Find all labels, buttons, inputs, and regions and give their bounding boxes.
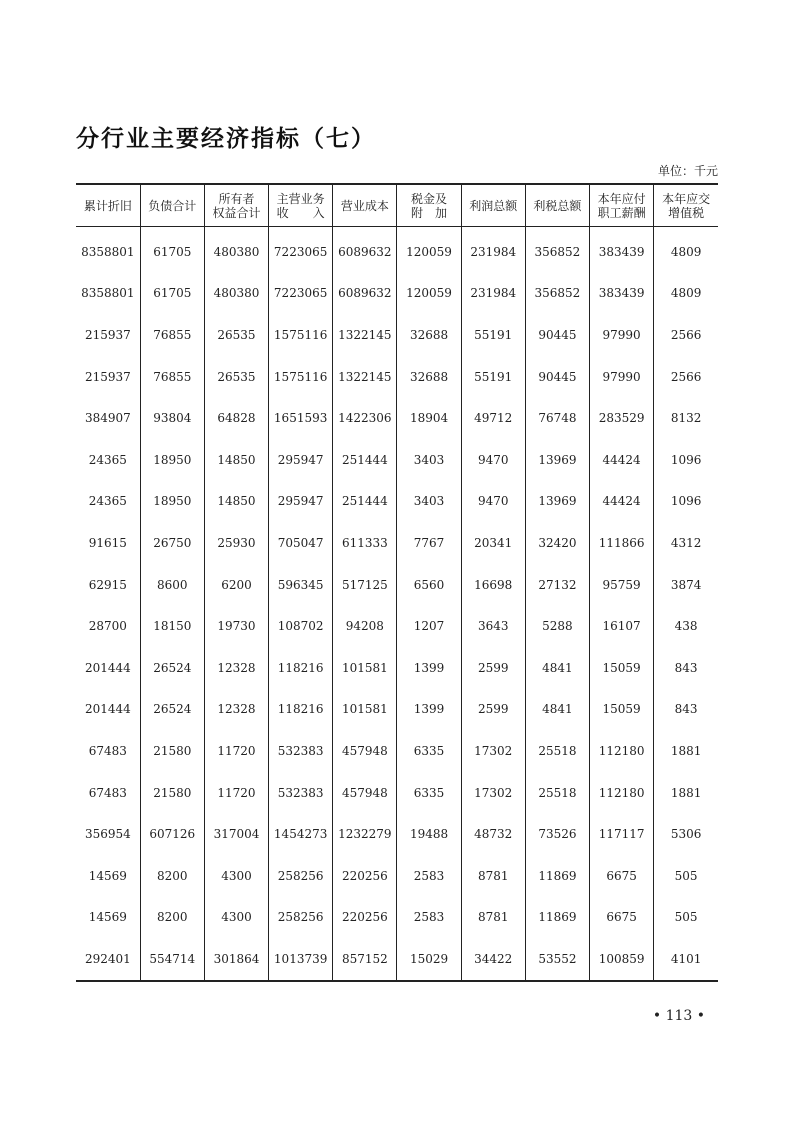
- table-cell: 554714: [140, 938, 204, 981]
- table-cell: 34422: [461, 938, 525, 981]
- table-cell: 32688: [397, 314, 461, 356]
- table-cell: 4841: [525, 689, 589, 731]
- table-cell: 64828: [204, 397, 268, 439]
- table-cell: 91615: [88, 535, 127, 550]
- table-cell: 67483: [88, 785, 127, 800]
- table-cell: 480380: [204, 273, 268, 315]
- column-header-label: 主营业务: [276, 191, 325, 206]
- table-cell: 18904: [397, 397, 461, 439]
- table-cell: 61705: [140, 273, 204, 315]
- table-cell: 17302: [461, 772, 525, 814]
- table-cell: 2599: [461, 689, 525, 731]
- table-row: [76, 564, 718, 606]
- table-cell: 2566: [654, 314, 718, 356]
- table-row: [76, 897, 718, 939]
- table-cell: 1096: [654, 481, 718, 523]
- table-cell: 76855: [140, 356, 204, 398]
- table-row: [76, 938, 718, 981]
- column-header-label: 增值税: [668, 205, 705, 220]
- table-cell: 6335: [397, 772, 461, 814]
- table-cell: 14850: [204, 481, 268, 523]
- table-cell: 3403: [397, 481, 461, 523]
- table-cell: 283529: [590, 397, 654, 439]
- table-cell: 101581: [333, 647, 397, 689]
- table-row: [76, 730, 718, 772]
- table-cell: 100859: [590, 938, 654, 981]
- table-cell: 21580: [140, 730, 204, 772]
- column-header-label: 税金及: [411, 191, 448, 206]
- table-cell: 356852: [525, 273, 589, 315]
- column-header: [590, 184, 654, 227]
- column-header-label: 所有者: [218, 191, 255, 206]
- column-header-label: 负债合计: [148, 198, 197, 213]
- table-cell: 48732: [461, 813, 525, 855]
- table-cell: 6200: [204, 564, 268, 606]
- table-cell: 18950: [140, 439, 204, 481]
- table-cell: 1422306: [333, 397, 397, 439]
- table-cell: 6089632: [333, 227, 397, 273]
- table-cell: 384907: [84, 411, 131, 426]
- table-cell: 101581: [333, 689, 397, 731]
- table-cell: 2599: [461, 647, 525, 689]
- table-cell: 90445: [525, 356, 589, 398]
- table-cell: 73526: [525, 813, 589, 855]
- table-cell: 25518: [525, 730, 589, 772]
- table-cell: 201444: [84, 702, 131, 717]
- table-cell: 12328: [204, 689, 268, 731]
- table-cell: 55191: [461, 356, 525, 398]
- table-header-row: [76, 184, 718, 227]
- column-header-label: 收 入: [276, 205, 325, 220]
- table-cell: 14850: [204, 439, 268, 481]
- column-header-label: 利润总额: [469, 198, 518, 213]
- column-header: [76, 184, 140, 227]
- table-cell: 14569: [88, 868, 127, 883]
- table-cell: 19488: [397, 813, 461, 855]
- table-cell: 9470: [461, 481, 525, 523]
- table-cell: 843: [654, 647, 718, 689]
- column-header: [525, 184, 589, 227]
- table-cell: 62915: [88, 577, 127, 592]
- table-cell: 292401: [84, 951, 131, 966]
- table-cell: 25518: [525, 772, 589, 814]
- column-header: [654, 184, 718, 227]
- table-cell: 607126: [140, 813, 204, 855]
- table-cell: 4300: [204, 897, 268, 939]
- table-cell: 532383: [269, 772, 333, 814]
- table-cell: 301864: [204, 938, 268, 981]
- table-cell: 108702: [269, 605, 333, 647]
- table-cell: 4300: [204, 855, 268, 897]
- table-cell: 44424: [590, 439, 654, 481]
- table-cell: 231984: [461, 273, 525, 315]
- table-cell: 231984: [461, 227, 525, 273]
- table-cell: 11869: [525, 897, 589, 939]
- column-header-label: 权益合计: [212, 205, 261, 220]
- table-cell: 596345: [269, 564, 333, 606]
- table-cell: 201444: [84, 660, 131, 675]
- column-header-label: 利税总额: [533, 198, 582, 213]
- table-cell: 16698: [461, 564, 525, 606]
- table-cell: 611333: [333, 522, 397, 564]
- table-cell: 215937: [84, 327, 131, 342]
- table-cell: 6675: [590, 897, 654, 939]
- page-title: 分行业主要经济指标（七）: [76, 126, 376, 152]
- table-cell: 44424: [590, 481, 654, 523]
- column-header-label: 营业成本: [340, 198, 389, 213]
- economic-indicators-table: [76, 183, 718, 982]
- column-header: [204, 184, 268, 227]
- table-cell: 26750: [140, 522, 204, 564]
- table-cell: 857152: [333, 938, 397, 981]
- table-cell: 1881: [654, 730, 718, 772]
- table-cell: 16107: [590, 605, 654, 647]
- table-cell: 26535: [204, 356, 268, 398]
- table-cell: 8781: [461, 897, 525, 939]
- table-cell: 8200: [140, 897, 204, 939]
- table-cell: 67483: [88, 743, 127, 758]
- table-cell: 94208: [333, 605, 397, 647]
- table-cell: 25930: [204, 522, 268, 564]
- table-cell: 3403: [397, 439, 461, 481]
- table-cell: 76855: [140, 314, 204, 356]
- table-cell: 295947: [269, 481, 333, 523]
- table-cell: 1232279: [333, 813, 397, 855]
- table-cell: 251444: [333, 481, 397, 523]
- column-header: [269, 184, 333, 227]
- table-cell: 18150: [140, 605, 204, 647]
- table-cell: 1322145: [333, 356, 397, 398]
- table-row: [76, 772, 718, 814]
- table-cell: 32688: [397, 356, 461, 398]
- table-cell: 95759: [590, 564, 654, 606]
- table-cell: 8600: [140, 564, 204, 606]
- table-cell: 4841: [525, 647, 589, 689]
- table-cell: 3874: [654, 564, 718, 606]
- table-cell: 32420: [525, 522, 589, 564]
- table-cell: 15029: [397, 938, 461, 981]
- table-cell: 4312: [654, 522, 718, 564]
- table-cell: 9470: [461, 439, 525, 481]
- table-cell: 6675: [590, 855, 654, 897]
- table-cell: 6560: [397, 564, 461, 606]
- table-row: [76, 605, 718, 647]
- table-cell: 97990: [590, 314, 654, 356]
- table-cell: 24365: [88, 494, 127, 509]
- table-cell: 111866: [590, 522, 654, 564]
- table-cell: 258256: [269, 897, 333, 939]
- column-header-label: 职工薪酬: [597, 205, 646, 220]
- table-cell: 1013739: [269, 938, 333, 981]
- table-cell: 120059: [397, 227, 461, 273]
- table-cell: 1575116: [269, 356, 333, 398]
- table-cell: 14569: [88, 910, 127, 925]
- table-cell: 356852: [525, 227, 589, 273]
- table-row: [76, 439, 718, 481]
- table-cell: 118216: [269, 689, 333, 731]
- table-cell: 61705: [140, 227, 204, 273]
- table-row: [76, 273, 718, 315]
- table-cell: 220256: [333, 855, 397, 897]
- table-cell: 1651593: [269, 397, 333, 439]
- table-cell: 118216: [269, 647, 333, 689]
- table-cell: 517125: [333, 564, 397, 606]
- table-cell: 457948: [333, 772, 397, 814]
- table-cell: 1575116: [269, 314, 333, 356]
- table-cell: 843: [654, 689, 718, 731]
- column-header: [140, 184, 204, 227]
- table-cell: 49712: [461, 397, 525, 439]
- table-cell: 8781: [461, 855, 525, 897]
- table-cell: 438: [654, 605, 718, 647]
- table-row: [76, 481, 718, 523]
- table-row: [76, 227, 718, 273]
- table-cell: 2566: [654, 356, 718, 398]
- table-cell: 705047: [269, 522, 333, 564]
- table-row: [76, 647, 718, 689]
- table-cell: 120059: [397, 273, 461, 315]
- table-cell: 26524: [140, 689, 204, 731]
- column-header: [461, 184, 525, 227]
- page-number: • 113 •: [652, 1008, 705, 1024]
- table-row: [76, 522, 718, 564]
- table-row: [76, 813, 718, 855]
- table-cell: 112180: [590, 730, 654, 772]
- table-cell: 15059: [590, 689, 654, 731]
- table-cell: 53552: [525, 938, 589, 981]
- table-cell: 383439: [590, 273, 654, 315]
- table-cell: 7223065: [269, 273, 333, 315]
- table-cell: 112180: [590, 772, 654, 814]
- table-cell: 76748: [525, 397, 589, 439]
- table-cell: 24365: [88, 452, 127, 467]
- table-cell: 2583: [397, 897, 461, 939]
- table-cell: 258256: [269, 855, 333, 897]
- table-cell: 6089632: [333, 273, 397, 315]
- table-cell: 1399: [397, 647, 461, 689]
- table-cell: 457948: [333, 730, 397, 772]
- table-cell: 93804: [140, 397, 204, 439]
- column-header: [333, 184, 397, 227]
- table-body: [76, 227, 718, 981]
- table-cell: 7223065: [269, 227, 333, 273]
- table-cell: 97990: [590, 356, 654, 398]
- table-cell: 6335: [397, 730, 461, 772]
- table-cell: 480380: [204, 227, 268, 273]
- table-cell: 295947: [269, 439, 333, 481]
- table-cell: 27132: [525, 564, 589, 606]
- table-cell: 1096: [654, 439, 718, 481]
- table-cell: 317004: [204, 813, 268, 855]
- table-cell: 55191: [461, 314, 525, 356]
- table-cell: 18950: [140, 481, 204, 523]
- table-cell: 3643: [461, 605, 525, 647]
- table-row: [76, 397, 718, 439]
- column-header-label: 累计折旧: [83, 198, 132, 213]
- table-cell: 5288: [525, 605, 589, 647]
- table-cell: 26535: [204, 314, 268, 356]
- table-cell: 1881: [654, 772, 718, 814]
- table-cell: 90445: [525, 314, 589, 356]
- table-cell: 4809: [654, 227, 718, 273]
- table-row: [76, 855, 718, 897]
- table-cell: 13969: [525, 439, 589, 481]
- table-cell: 8358801: [81, 286, 135, 301]
- table-row: [76, 356, 718, 398]
- table-cell: 8132: [654, 397, 718, 439]
- table-cell: 7767: [397, 522, 461, 564]
- column-header-label: 本年应交: [662, 191, 711, 206]
- column-header: [397, 184, 461, 227]
- unit-label: 单位：千元: [657, 164, 718, 178]
- table-cell: 19730: [204, 605, 268, 647]
- table-cell: 26524: [140, 647, 204, 689]
- table-cell: 4101: [654, 938, 718, 981]
- table-cell: 532383: [269, 730, 333, 772]
- table-cell: 13969: [525, 481, 589, 523]
- table-cell: 1322145: [333, 314, 397, 356]
- table-cell: 8200: [140, 855, 204, 897]
- column-header-label: 本年应付: [597, 191, 646, 206]
- table-cell: 20341: [461, 522, 525, 564]
- column-header-label: 附 加: [411, 205, 448, 220]
- table-cell: 2583: [397, 855, 461, 897]
- table-cell: 5306: [654, 813, 718, 855]
- table-cell: 356954: [84, 827, 131, 842]
- table-cell: 28700: [88, 619, 127, 634]
- table-cell: 15059: [590, 647, 654, 689]
- table-row: [76, 314, 718, 356]
- table-cell: 1399: [397, 689, 461, 731]
- table-cell: 1454273: [269, 813, 333, 855]
- table-cell: 117117: [590, 813, 654, 855]
- table-cell: 8358801: [81, 244, 135, 259]
- table-row: [76, 689, 718, 731]
- table-cell: 4809: [654, 273, 718, 315]
- table-cell: 251444: [333, 439, 397, 481]
- table-cell: 11869: [525, 855, 589, 897]
- table-cell: 11720: [204, 730, 268, 772]
- table-cell: 505: [654, 855, 718, 897]
- table-cell: 220256: [333, 897, 397, 939]
- table-cell: 11720: [204, 772, 268, 814]
- table-cell: 505: [654, 897, 718, 939]
- table-cell: 12328: [204, 647, 268, 689]
- table-cell: 1207: [397, 605, 461, 647]
- table-cell: 21580: [140, 772, 204, 814]
- table-cell: 215937: [84, 369, 131, 384]
- table-cell: 17302: [461, 730, 525, 772]
- table-cell: 383439: [590, 227, 654, 273]
